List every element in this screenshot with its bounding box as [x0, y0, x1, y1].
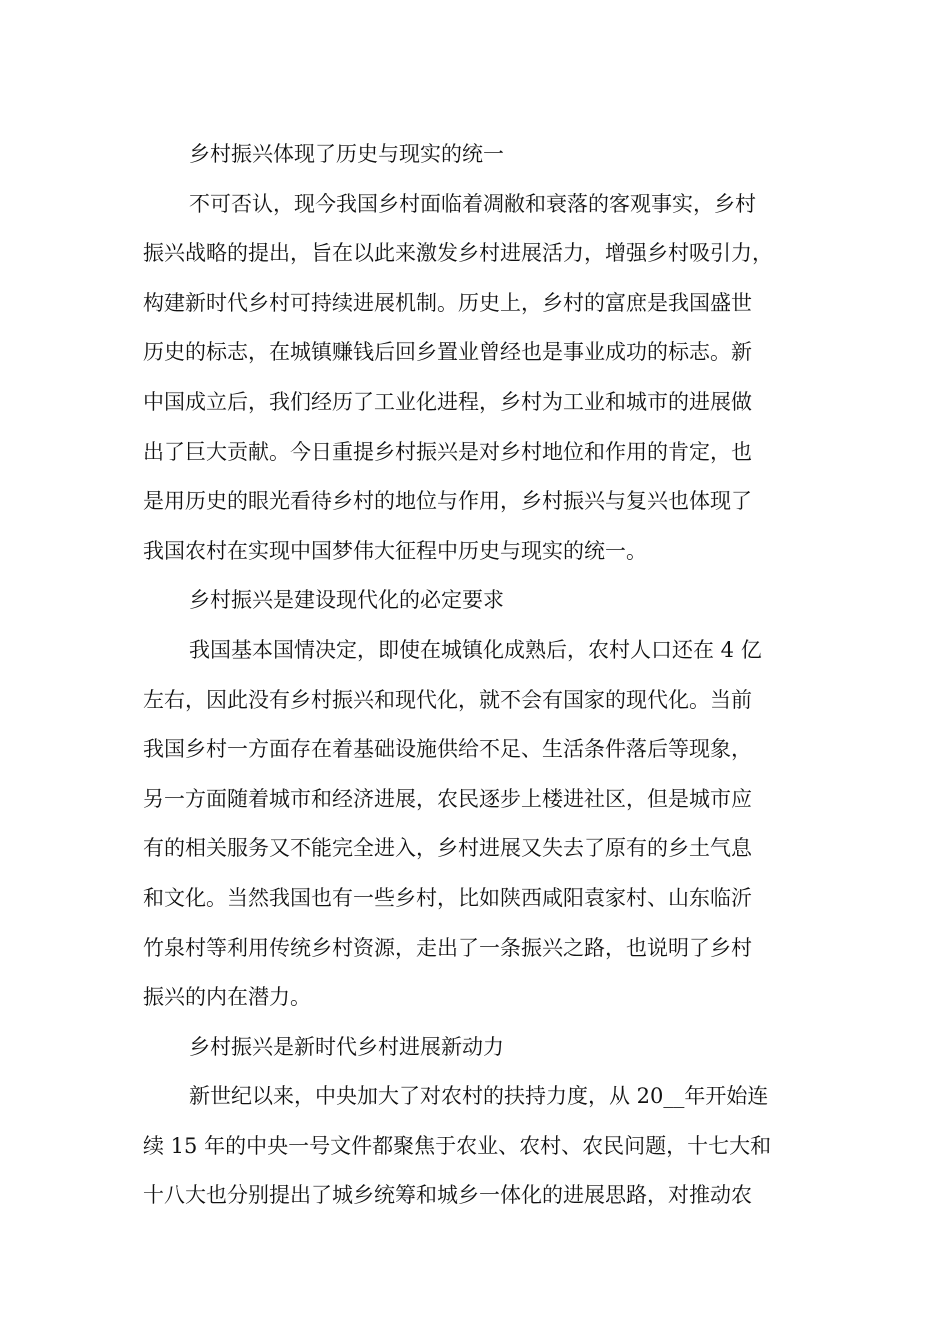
- text-line: 振兴战略的提出，旨在以此来激发乡村进展活力，增强乡村吸引力，: [143, 241, 773, 266]
- section-heading: 乡村振兴是新时代乡村进展新动力: [189, 1034, 504, 1059]
- text-line: 另一方面随着城市和经济进展，农民逐步上楼进社区，但是城市应: [143, 786, 752, 811]
- text-line: 新世纪以来，中央加大了对农村的扶持力度，从 20__年开始连: [189, 1084, 769, 1109]
- text-line: 出了巨大贡献。今日重提乡村振兴是对乡村地位和作用的肯定，也: [143, 439, 752, 464]
- text-line: 是用历史的眼光看待乡村的地位与作用，乡村振兴与复兴也体现了: [143, 489, 752, 514]
- text-line: 和文化。当然我国也有一些乡村，比如陕西咸阳袁家村、山东临沂: [143, 885, 752, 910]
- text-line: 有的相关服务又不能完全进入，乡村进展又失去了原有的乡土气息: [143, 836, 752, 861]
- document-body: [143, 130, 833, 1221]
- text-line: 十八大也分别提出了城乡统筹和城乡一体化的进展思路，对推动农: [143, 1183, 752, 1208]
- text-line: 续 15 年的中央一号文件都聚焦于农业、农村、农民问题，十七大和: [143, 1133, 772, 1158]
- section-heading: 乡村振兴是建设现代化的必定要求: [189, 588, 504, 613]
- text-line: 历史的标志，在城镇赚钱后回乡置业曾经也是事业成功的标志。新: [143, 340, 752, 365]
- text-line: 竹泉村等利用传统乡村资源，走出了一条振兴之路，也说明了乡村: [143, 935, 752, 960]
- section-new-driving-force: [143, 1023, 833, 1221]
- section-history-reality: [143, 130, 833, 576]
- paragraph: [143, 180, 833, 577]
- text-line: 中国成立后，我们经历了工业化进程，乡村为工业和城市的进展做: [143, 389, 752, 414]
- paragraph: [143, 626, 833, 1023]
- paragraph: [143, 1072, 833, 1221]
- text-line: 振兴的内在潜力。: [143, 985, 311, 1010]
- text-line: 我国乡村一方面存在着基础设施供给不足、生活条件落后等现象，: [143, 737, 752, 762]
- text-line: 构建新时代乡村可持续进展机制。历史上，乡村的富庶是我国盛世: [143, 290, 752, 315]
- section-modernization-requirement: [143, 576, 833, 1022]
- section-heading: 乡村振兴体现了历史与现实的统一: [189, 142, 504, 166]
- text-line: 我国农村在实现中国梦伟大征程中历史与现实的统一。: [143, 538, 647, 563]
- text-line: 不可否认，现今我国乡村面临着凋敝和衰落的客观事实，乡村: [189, 191, 756, 216]
- text-line: 左右，因此没有乡村振兴和现代化，就不会有国家的现代化。当前: [143, 687, 752, 712]
- text-line: 我国基本国情决定，即使在城镇化成熟后，农村人口还在 4 亿: [189, 637, 762, 662]
